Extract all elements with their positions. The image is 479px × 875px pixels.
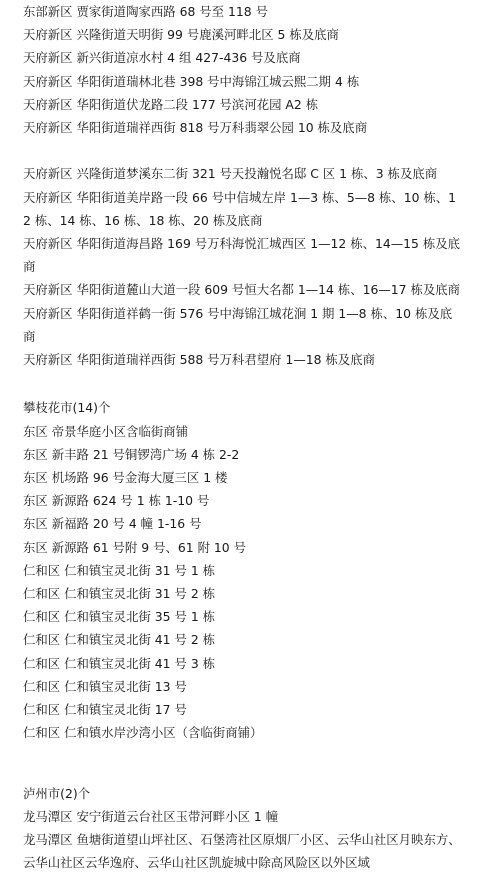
list-item: 仁和区 仁和镇宝灵北街 13 号 (23, 678, 187, 694)
list-item: 仁和区 仁和镇宝灵北街 41 号 3 栋 (23, 655, 216, 671)
list-item: 天府新区 华阳街道瑞林北巷 398 号中海锦江城云熙二期 4 栋 (23, 73, 360, 89)
section-panzhihua (23, 396, 461, 744)
document-body (23, 0, 461, 874)
list-item: 天府新区 兴隆街道梦溪东二街 321 号天投瀚悦名邸 C 区 1 栋、3 栋及底商 (23, 166, 438, 182)
list-item: 仁和区 仁和镇宝灵北街 31 号 1 栋 (23, 562, 216, 578)
paragraph-gap (23, 768, 461, 780)
section-tianfu-b (23, 162, 461, 371)
paragraph-gap (23, 744, 461, 767)
city-heading: 泸州市(2)个 (23, 785, 91, 801)
list-item: 仁和区 仁和镇水岸沙湾小区（含临街商铺） (23, 725, 263, 741)
list-item: 天府新区 华阳街道麓山大道一段 609 号恒大名都 1—14 栋、16—17 栋及底商 (23, 282, 461, 298)
list-item: 东区 新福路 20 号 4 幢 1-16 号 (23, 516, 202, 532)
list-item: 东区 新源路 61 号附 9 号、61 附 10 号 (23, 539, 246, 555)
list-item: 天府新区 华阳街道美岸路一段 66 号中信城左岸 1—3 栋、5—8 栋、10 栋、12 栋、14 栋、16 栋、18 栋、20 栋及底商 (23, 189, 457, 228)
paragraph-gap (23, 371, 461, 394)
list-item: 天府新区 华阳街道海昌路 169 号万科海悦汇城西区 1—12 栋、14—15 栋及底商 (23, 236, 461, 275)
section-tianfu-a (23, 0, 461, 139)
list-item: 天府新区 华阳街道祥鹤一街 576 号中海锦江城花涧 1 期 1—8 栋、10 栋及底商 (23, 305, 453, 344)
list-item: 龙马潭区 鱼塘街道望山坪社区、石堡湾社区原烟厂小区、云华山社区月映东方、云华山社区云华逸府、云华山社区凯旋城中除高风险区以外区域 (23, 832, 461, 871)
city-heading: 攀枝花市(14)个 (23, 400, 111, 416)
list-item: 龙马潭区 安宁街道云台社区玉带河畔小区 1 幢 (23, 808, 279, 824)
list-item: 仁和区 仁和镇宝灵北街 31 号 2 栋 (23, 586, 216, 602)
list-item: 仁和区 仁和镇宝灵北街 41 号 2 栋 (23, 632, 216, 648)
list-item: 天府新区 华阳街道瑞祥西街 588 号万科君望府 1—18 栋及底商 (23, 352, 375, 368)
list-item: 东区 新丰路 21 号铜锣湾广场 4 栋 2-2 (23, 446, 240, 462)
list-item: 天府新区 华阳街道瑞祥西街 818 号万科翡翠公园 10 栋及底商 (23, 120, 368, 136)
paragraph-gap (23, 139, 461, 162)
list-item: 东部新区 贾家街道陶家西路 68 号至 118 号 (23, 4, 268, 19)
list-item: 天府新区 新兴街道凉水村 4 组 427-436 号及底商 (23, 50, 301, 66)
list-item: 仁和区 仁和镇宝灵北街 35 号 1 栋 (23, 609, 216, 625)
section-luzhou (23, 782, 461, 875)
list-item: 天府新区 兴隆街道天明街 99 号鹿溪河畔北区 5 栋及底商 (23, 27, 339, 43)
list-item: 天府新区 华阳街道伏龙路二段 177 号滨河花园 A2 栋 (23, 96, 319, 112)
list-item: 东区 新源路 624 号 1 栋 1-10 号 (23, 493, 210, 509)
list-item: 东区 机场路 96 号金海大厦三区 1 楼 (23, 470, 228, 486)
list-item: 东区 帝景华庭小区含临街商铺 (23, 423, 189, 439)
list-item: 仁和区 仁和镇宝灵北街 17 号 (23, 702, 187, 718)
